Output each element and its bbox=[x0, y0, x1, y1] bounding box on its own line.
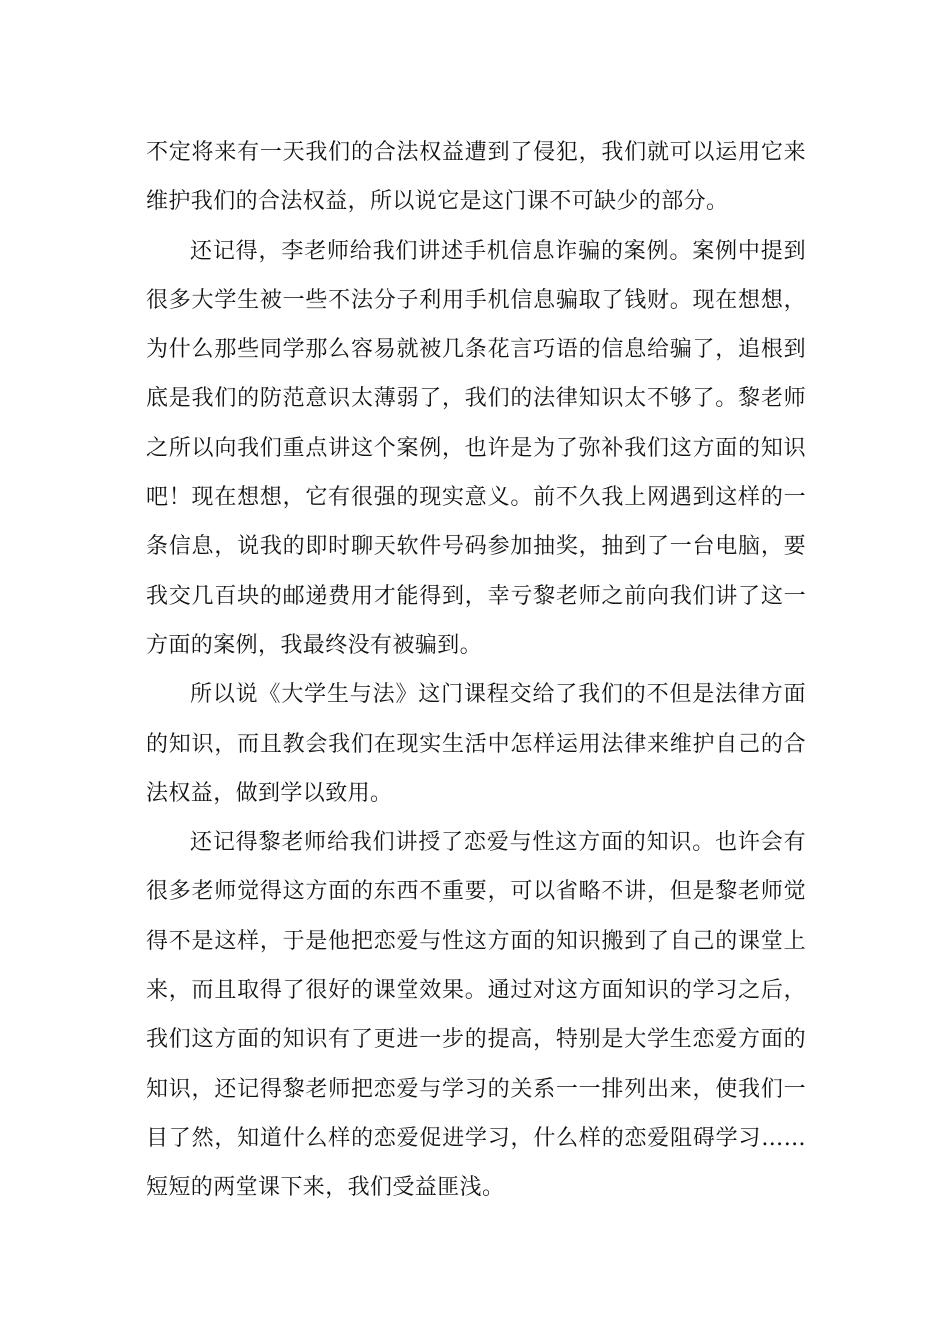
paragraph-phone-fraud-case: 还记得，李老师给我们讲述手机信息诈骗的案例。案例中提到很多大学生被一些不法分子利用手机信息骗取了钱财。现在想想，为什么那些同学那么容易就被几条花言巧语的信息给骗了，追根到底是我们的防范意识太薄弱了，我们的法律知识太不够了。黎老师之所以向我们重点讲这个案例，也许是为了弥补我们这方面的知识吧！现在想想，它有很强的现实意义。前不久我上网遇到这样的一条信息，说我的即时聊天软件号码参加抽奖，抽到了一台电脑，要我交几百块的邮递费用才能得到，幸亏黎老师之前向我们讲了这一方面的案例，我最终没有被骗到。 bbox=[146, 238, 806, 658]
document-body bbox=[146, 128, 806, 1213]
paragraph-love-lesson: 还记得黎老师给我们讲授了恋爱与性这方面的知识。也许会有很多老师觉得这方面的东西不重要，可以省略不讲，但是黎老师觉得不是这样，于是他把恋爱与性这方面的知识搬到了自己的课堂上来，而且取得了很好的课堂效果。通过对这方面知识的学习之后，我们这方面的知识有了更进一步的提高，特别是大学生恋爱方面的知识，还记得黎老师把恋爱与学习的关系一一排列出来，使我们一目了然，知道什么样的恋爱促进学习，什么样的恋爱阻碍学习……短短的两堂课下来，我们受益匪浅。 bbox=[146, 830, 806, 1201]
paragraph-continuation: 不定将来有一天我们的合法权益遭到了侵犯，我们就可以运用它来维护我们的合法权益，所以说它是这门课不可缺少的部分。 bbox=[146, 140, 806, 215]
paragraph-course-summary: 所以说《大学生与法》这门课程交给了我们的不但是法律方面的知识，而且教会我们在现实生活中怎样运用法律来维护自己的合法权益，做到学以致用。 bbox=[146, 682, 806, 806]
